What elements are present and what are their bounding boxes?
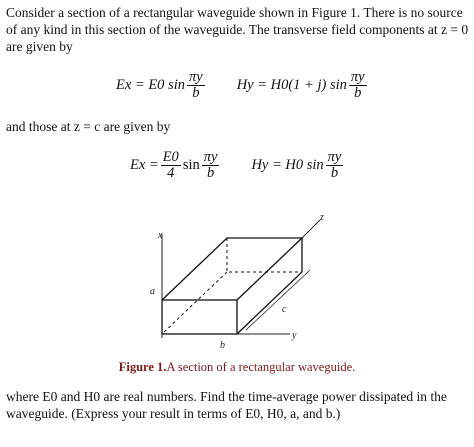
ex-denominator: b (192, 85, 200, 101)
question-paragraph: where E0 and H0 are real numbers. Find the time-average power dissipated in the waveguide. (Express your result in terms of E0, H0, a, and b.) (6, 389, 447, 421)
label-a: a (150, 286, 155, 297)
caption-text: A section of a rectangular waveguide. (166, 360, 356, 374)
right-face (237, 238, 302, 334)
hy2-fraction (326, 150, 344, 181)
figure-caption (0, 360, 474, 375)
label-c: c (282, 304, 287, 315)
caption-label: Figure 1. (118, 360, 167, 374)
hy2-numerator: πy (327, 149, 342, 165)
hidden-edges (227, 238, 302, 272)
ex-fraction (187, 70, 205, 101)
middle-text: and those at z = c are given by (6, 119, 171, 134)
z-axis (302, 220, 320, 238)
label-y: y (292, 330, 297, 341)
hy-numerator: πy (350, 69, 365, 85)
intro-paragraph: Consider a section of a rectangular waveguide shown in Figure 1. There is no source of any kind in this section of the waveguide. The transverse field components at z = 0 are given by (6, 5, 469, 54)
hy-expression: Hy = H0(1 + j) sin (236, 77, 347, 93)
hy-denominator: b (354, 85, 362, 101)
ex2-numerator: πy (203, 149, 218, 165)
hy2-denominator: b (330, 165, 339, 181)
label-z: z (320, 212, 324, 223)
ex2-lhs: Ex = (130, 157, 159, 173)
ex2-coef-den: 4 (167, 165, 175, 181)
hy2-expression: Hy = H0 sin (251, 157, 324, 173)
ex-expression: Ex = E0 sin (116, 77, 185, 93)
ex-numerator: πy (188, 69, 203, 85)
top-face (162, 238, 302, 300)
ex2-sin: sin (182, 157, 200, 173)
c-dimension (246, 270, 310, 330)
equation-z0 (116, 70, 369, 101)
label-x: x (158, 230, 163, 241)
ex2-denominator: b (206, 165, 215, 181)
hy-fraction (349, 70, 367, 101)
label-b: b (220, 340, 225, 351)
ex2-coef-num: E0 (162, 149, 179, 165)
front-face (162, 300, 237, 334)
ex2-coef (161, 150, 181, 181)
ex2-fraction (202, 150, 220, 181)
equation-zc (130, 150, 345, 181)
waveguide-figure (120, 212, 340, 352)
